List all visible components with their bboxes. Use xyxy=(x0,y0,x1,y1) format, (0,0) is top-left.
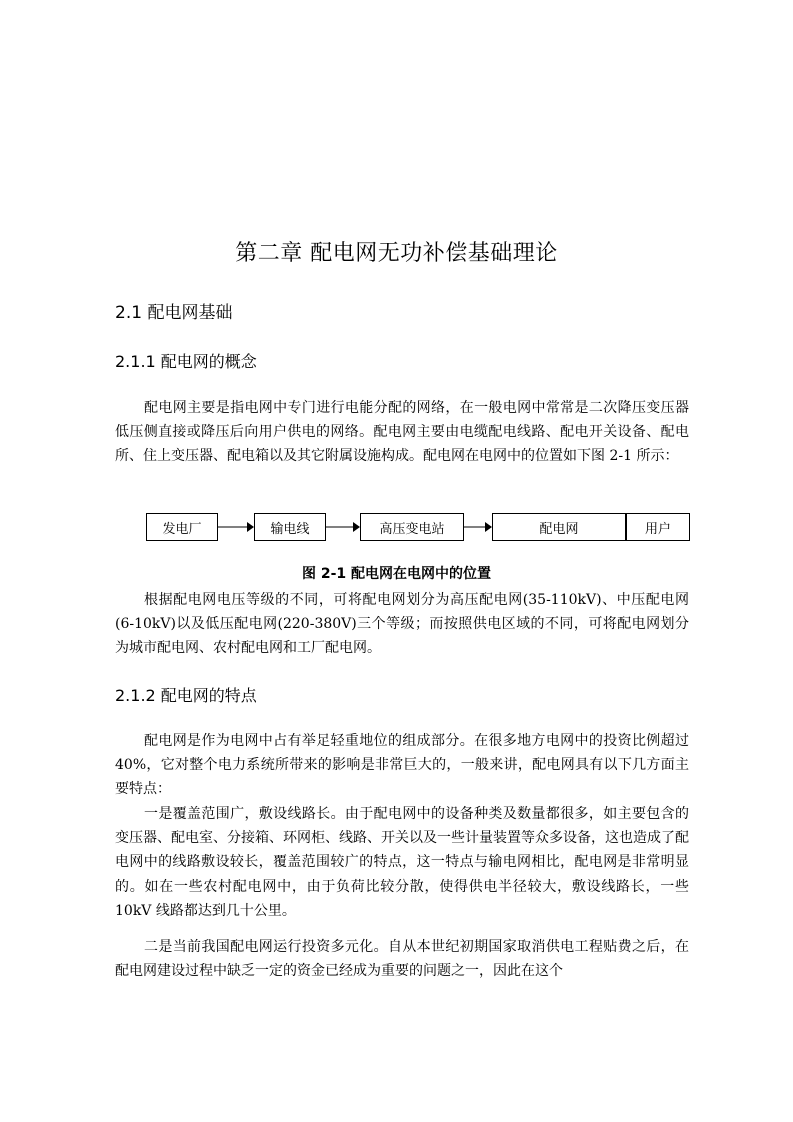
paragraph-concept: 配电网主要是指电网中专门进行电能分配的网络，在一般电网中常常是二次降压变压器低压侧直接或降压后向用户供电的网络。配电网主要由电缆配电线路、配电开关设备、配电所、住上变压器、配电箱以及其它附属设施构成。配电网在电网中的位置如下图 2-1 所示： xyxy=(115,400,689,465)
section-heading-2-1-2: 2.1.2 配电网的特点 xyxy=(115,686,257,705)
flow-box-hv-substation: 高压变电站 xyxy=(360,513,464,541)
flow-box-power-plant: 发电厂 xyxy=(146,513,218,541)
flow-box-transmission-line: 输电线 xyxy=(254,513,326,541)
arrow-right-icon xyxy=(464,519,492,535)
flow-box-distribution-network: 配电网 xyxy=(492,513,626,541)
power-grid-flow-diagram xyxy=(146,513,690,543)
paragraph-voltage-levels: 根据配电网电压等级的不同，可将配电网划分为高压配电网(35-110kV)、中压配电网(6-10kV)以及低压配电网(220-380V)三个等级；而按照供电区域的不同，可将配电网划分为城市配电网、农村配电网和工厂配电网。 xyxy=(115,592,689,657)
paragraph-characteristic-two: 二是当前我国配电网运行投资多元化。自从本世纪初期国家取消供电工程贴费之后，在配电网建设过程中缺乏一定的资金已经成为重要的问题之一，因此在这个 xyxy=(115,939,689,980)
flow-box-user: 用户 xyxy=(626,513,690,541)
section-heading-2-1: 2.1 配电网基础 xyxy=(115,303,233,323)
paragraph-characteristics-intro: 配电网是作为电网中占有举足轻重地位的组成部分。在很多地方电网中的投资比例超过 40%，它对整个电力系统所带来的影响是非常巨大的，一般来讲，配电网具有以下几方面主要特点： xyxy=(115,733,689,798)
arrow-right-icon xyxy=(218,519,254,535)
section-heading-2-1-1: 2.1.1 配电网的概念 xyxy=(115,352,257,371)
figure-caption: 图 2-1 配电网在电网中的位置 xyxy=(301,566,492,582)
arrow-right-icon xyxy=(326,519,360,535)
chapter-title: 第二章 配电网无功补偿基础理论 xyxy=(235,241,558,266)
paragraph-characteristic-one: 一是覆盖范围广，敷设线路长。由于配电网中的设备种类及数量都很多，如主要包含的变压器、配电室、分接箱、环网柜、线路、开关以及一些计量装置等众多设备，这也造成了配电网中的线路敷设较长，覆盖范围较广的特点，这一特点与输电网相比，配电网是非常明显的。如在一些农村配电网中，由于负荷比较分散，使得供电半径较大，敷设线路长，一些 10kV 线路都达到几十公里。 xyxy=(115,806,689,919)
